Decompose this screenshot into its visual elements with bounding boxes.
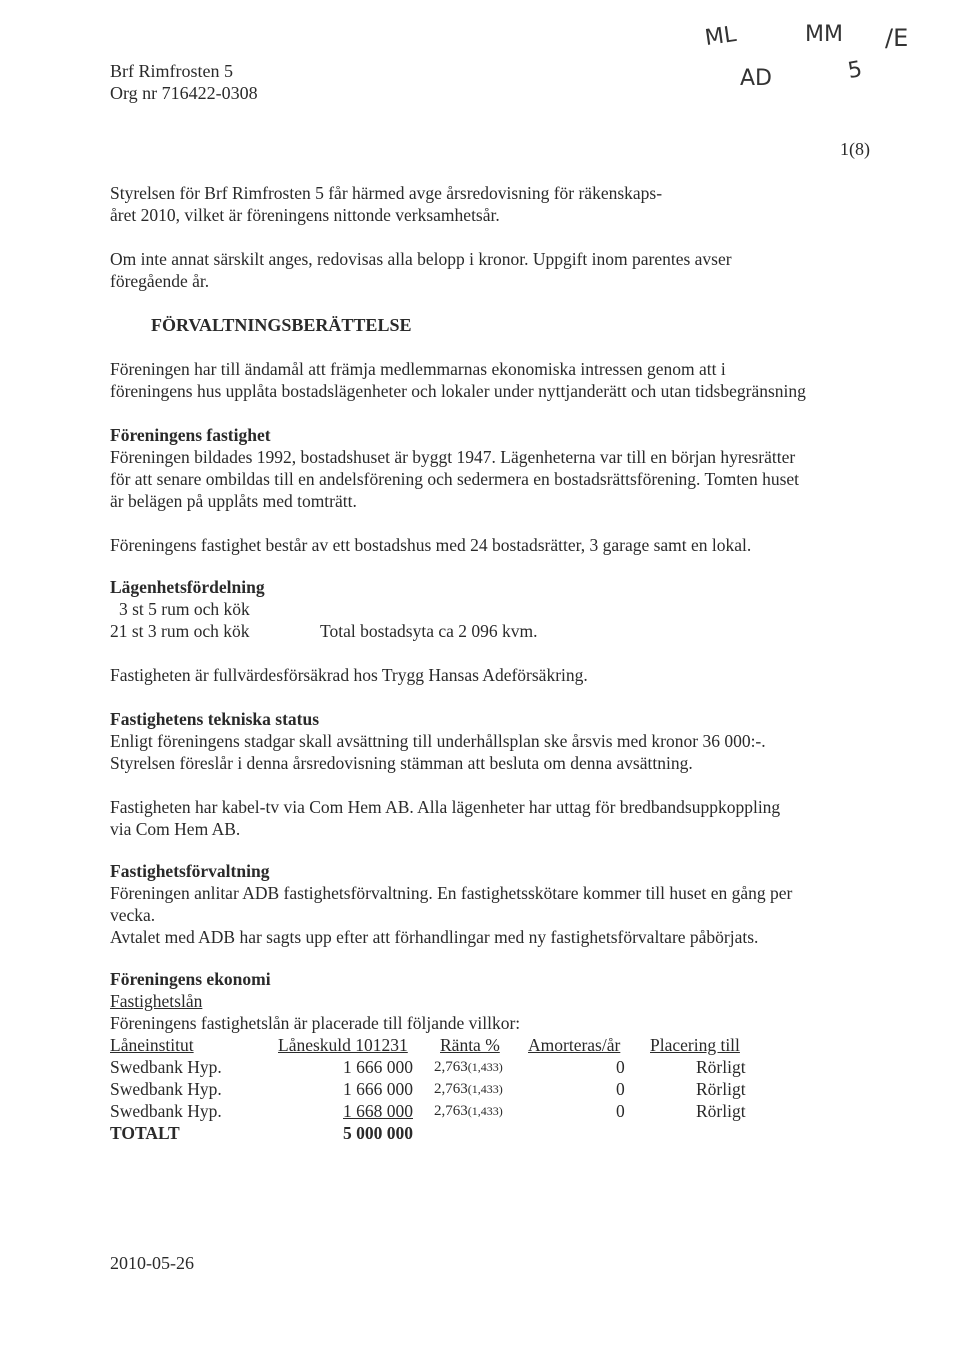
purpose-line-2: föreningens hus upplåta bostadslägenheter och lokaler under nyttjanderätt och utan tidsbegränsning xyxy=(110,381,806,401)
col-header-placering: Placering till xyxy=(650,1035,740,1055)
tekniska-line-4: via Com Hem AB. xyxy=(110,819,241,839)
org-number: Org nr 716422-0308 xyxy=(110,83,258,103)
insurance-text: Fastigheten är fullvärdesförsäkrad hos Trygg Hansas Adeförsäkring. xyxy=(110,665,588,685)
forvaltning-line-2: vecka. xyxy=(110,905,156,925)
fastighet-heading: Föreningens fastighet xyxy=(110,425,271,445)
fastighet-line-3: är belägen på upplåts med tomträtt. xyxy=(110,491,357,511)
table-row-2-skuld: 1 666 000 xyxy=(343,1079,413,1099)
signature-initials-1: ML xyxy=(703,21,738,52)
signature-initials-4: AD xyxy=(740,66,772,91)
intro-line-1: Styrelsen för Brf Rimfrosten 5 får härmed avge årsredovisning för räkenskaps- xyxy=(110,183,663,203)
table-row-2-placering: Rörligt xyxy=(696,1079,746,1099)
col-header-ranta: Ränta % xyxy=(440,1035,500,1055)
lagenhet-total-area: Total bostadsyta ca 2 096 kvm. xyxy=(320,621,538,641)
footer-date: 2010-05-26 xyxy=(110,1253,194,1273)
table-total-value: 5 000 000 xyxy=(343,1123,413,1143)
col-header-institut: Låneinstitut xyxy=(110,1035,194,1055)
fastighet-line-1: Föreningen bildades 1992, bostadshuset är byggt 1947. Lägenheterna var till en början hyresrätter xyxy=(110,447,796,467)
table-row-1-placering: Rörligt xyxy=(696,1057,746,1077)
table-row-1-institut: Swedbank Hyp. xyxy=(110,1057,222,1077)
org-name: Brf Rimfrosten 5 xyxy=(110,61,233,81)
ekonomi-subheading: Fastighetslån xyxy=(110,991,203,1011)
fastighet-line-4: Föreningens fastighet består av ett bostadshus med 24 bostadsrätter, 3 garage samt en lokal. xyxy=(110,535,752,555)
table-row-1-ranta: 2,763(1,433) xyxy=(434,1059,503,1075)
tekniska-line-1: Enligt föreningens stadgar skall avsättning till underhållsplan ske årsvis med kronor 36 000:-. xyxy=(110,731,766,751)
tekniska-line-2: Styrelsen föreslår i denna årsredovisning stämman att besluta om denna avsättning. xyxy=(110,753,693,773)
ekonomi-heading: Föreningens ekonomi xyxy=(110,969,271,989)
col-header-skuld: Låneskuld 101231 xyxy=(278,1035,408,1055)
forvaltning-line-3: Avtalet med ADB har sagts upp efter att förhandlingar med ny fastighetsförvaltare påbörjats. xyxy=(110,927,759,947)
table-row-3-placering: Rörligt xyxy=(696,1101,746,1121)
tekniska-heading: Fastighetens tekniska status xyxy=(110,709,320,729)
table-total-label: TOTALT xyxy=(110,1123,180,1143)
lagenhet-row-1: 3 st 5 rum och kök xyxy=(119,599,250,619)
col-header-amort: Amorteras/år xyxy=(528,1035,621,1055)
table-row-3-skuld: 1 668 000 xyxy=(343,1101,413,1121)
page-number: 1(8) xyxy=(840,139,870,159)
forvaltning-line-1: Föreningen anlitar ADB fastighetsförvaltning. En fastighetsskötare kommer till huset en gång per xyxy=(110,883,793,903)
table-row-3-ranta: 2,763(1,433) xyxy=(434,1103,503,1119)
table-row-1-amort: 0 xyxy=(616,1057,625,1077)
intro-line-3: Om inte annat särskilt anges, redovisas alla belopp i kronor. Uppgift inom parentes avser xyxy=(110,249,732,269)
table-row-3-institut: Swedbank Hyp. xyxy=(110,1101,222,1121)
intro-line-4: föregående år. xyxy=(110,271,210,291)
forvaltning-heading: Fastighetsförvaltning xyxy=(110,861,270,881)
lagenhet-row-2: 21 st 3 rum och kök xyxy=(110,621,250,641)
table-row-1-skuld: 1 666 000 xyxy=(343,1057,413,1077)
table-row-3-amort: 0 xyxy=(616,1101,625,1121)
tekniska-line-3: Fastigheten har kabel-tv via Com Hem AB. Alla lägenheter har uttag för bredbandsuppkoppling xyxy=(110,797,781,817)
lagenhet-heading: Lägenhetsfördelning xyxy=(110,577,265,597)
signature-initials-2: MM xyxy=(805,22,843,47)
signature-initials-5: 5 xyxy=(845,56,865,85)
table-row-2-institut: Swedbank Hyp. xyxy=(110,1079,222,1099)
table-row-2-amort: 0 xyxy=(616,1079,625,1099)
section-title: FÖRVALTNINGSBERÄTTELSE xyxy=(151,315,412,335)
intro-line-2: året 2010, vilket är föreningens nittonde verksamhetsår. xyxy=(110,205,500,225)
signature-initials-3: /E xyxy=(885,24,909,52)
table-row-2-ranta: 2,763(1,433) xyxy=(434,1081,503,1097)
fastighet-line-2: för att senare ombildas till en andelsförening och sedermera en bostadsrättsförening. Tomten huset xyxy=(110,469,800,489)
purpose-line-1: Föreningen har till ändamål att främja medlemmarnas ekonomiska intressen genom att i xyxy=(110,359,726,379)
ekonomi-intro: Föreningens fastighetslån är placerade till följande villkor: xyxy=(110,1013,521,1033)
